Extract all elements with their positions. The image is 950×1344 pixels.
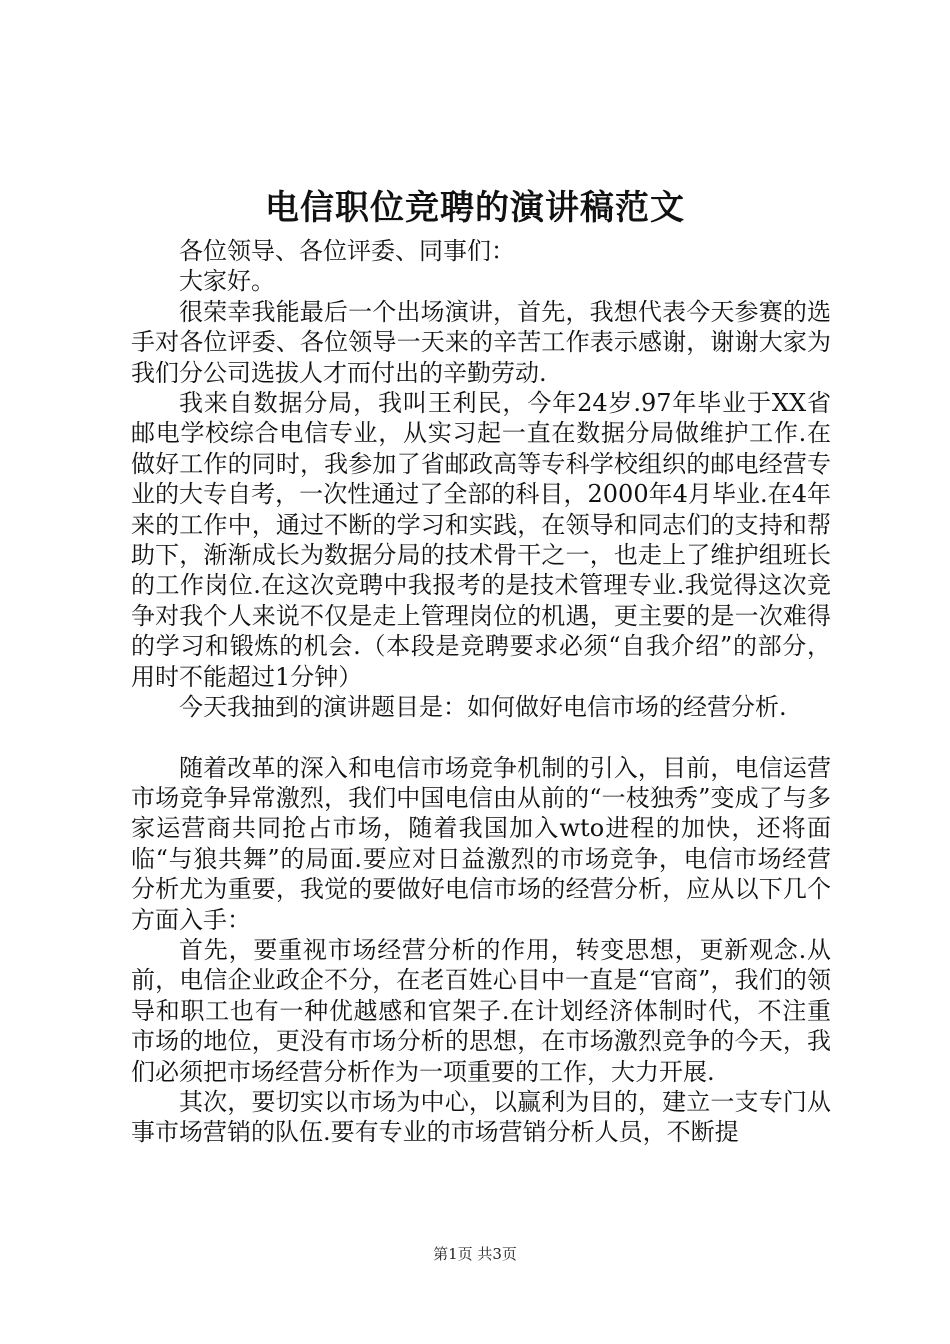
opening-paragraph: 很荣幸我能最后一个出场演讲，首先，我想代表今天参赛的选手对各位评委、各位领导一天来的辛苦工作表示感谢，谢谢大家为我们分公司选拔人才而付出的辛勤劳动.: [131, 297, 831, 387]
market-context-paragraph: 随着改革的深入和电信市场竞争机制的引入，目前，电信运营市场竞争异常激烈，我们中国电信由从前的“一枝独秀”变成了与多家运营商共同抢占市场，随着我国加入wto进程的加快，还将面临“与狼共舞”的局面.要应对日益激烈的市场竞争，电信市场经营分析尤为重要，我觉的要做好电信市场的经营分析，应从以下几个方面入手：: [131, 753, 831, 934]
paragraph-spacer: [131, 723, 831, 753]
document-title: 电信职位竞聘的演讲稿范文: [265, 188, 685, 228]
salutation-paragraph: 各位领导、各位评委、同事们：: [179, 237, 515, 265]
topic-paragraph: 今天我抽到的演讲题目是：如何做好电信市场的经营分析.: [179, 693, 787, 722]
page-number-footer: 第1页 共3页: [433, 1245, 517, 1263]
document-body: [131, 236, 831, 1148]
self-introduction-paragraph: 我来自数据分局，我叫王利民，今年24岁.97年毕业于XX省邮电学校综合电信专业，从实习起一直在数据分局做维护工作.在做好工作的同时，我参加了省邮政高等专科学校组织的邮电经营专业的大专自考，一次性通过了全部的科目，2000年4月毕业.在4年来的工作中，通过不断的学习和实践，在领导和同志们的支持和帮助下，渐渐成长为数据分局的技术骨干之一，也走上了维护组班长的工作岗位.在这次竞聘中我报考的是技术管理专业.我觉得这次竞争对我个人来说不仅是走上管理岗位的机遇，更主要的是一次难得的学习和锻炼的机会.（本段是竞聘要求必须“自我介绍”的部分，用时不能超过1分钟）: [131, 389, 831, 691]
first-point-paragraph: 首先，要重视市场经营分析的作用，转变思想，更新观念.从前，电信企业政企不分，在老百姓心目中一直是“官商”，我们的领导和职工也有一种优越感和官架子.在计划经济体制时代，不注重市场的地位，更没有市场分析的思想，在市场激烈竞争的今天，我们必须把市场经营分析作为一项重要的工作，大力开展.: [131, 935, 831, 1086]
greeting-paragraph: 大家好。: [179, 267, 275, 296]
second-point-paragraph: 其次，要切实以市场为中心，以赢利为目的，建立一支专门从事市场营销的队伍.要有专业的市场营销分析人员，不断提: [131, 1087, 831, 1147]
